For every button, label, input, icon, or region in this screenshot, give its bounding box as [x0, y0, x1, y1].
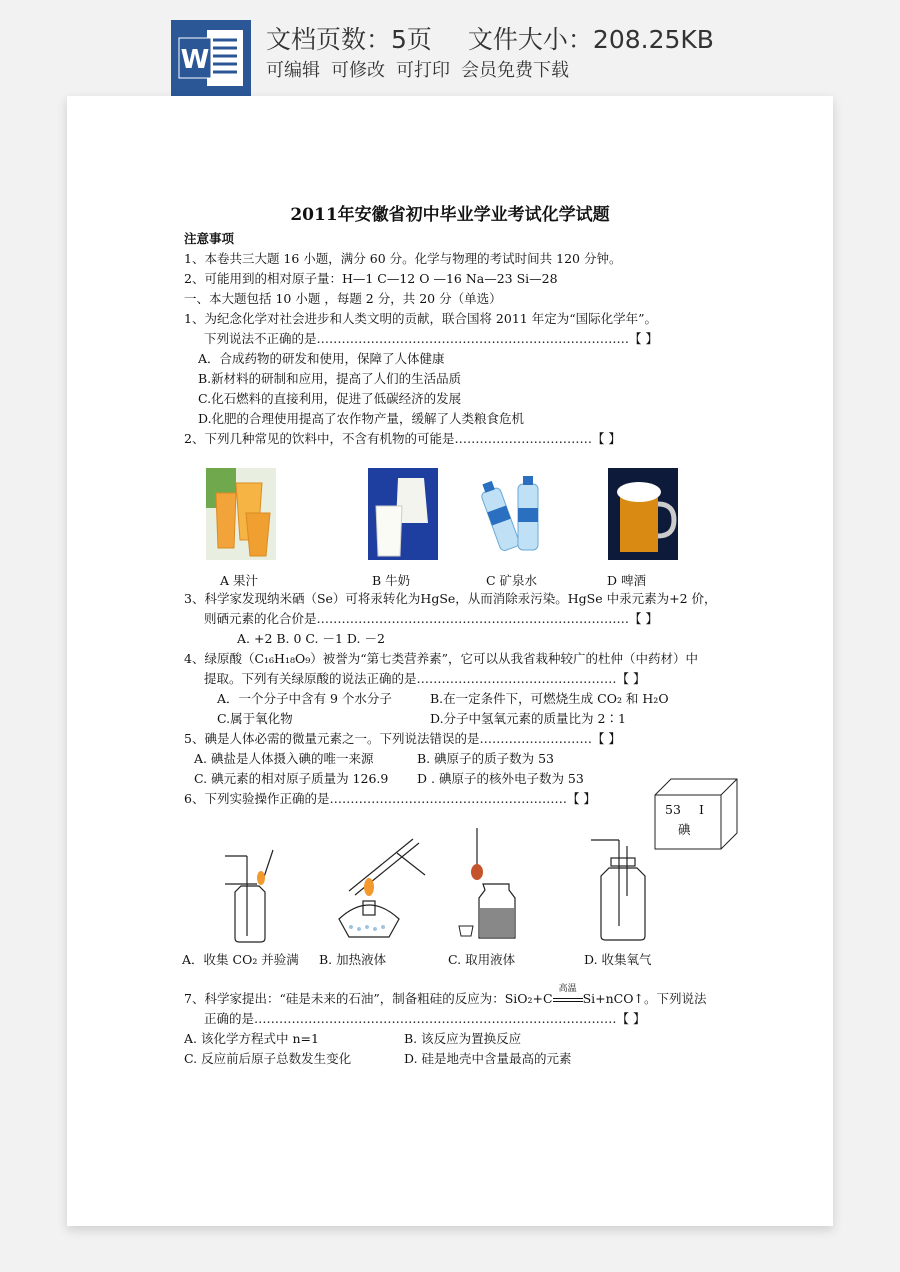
q3-stem: 3、科学家发现纳米硒（Se）可将汞转化为HgSe，从而消除汞污染。HgSe 中汞元素为+2 价，	[184, 591, 717, 606]
q5-stem: 5、碘是人体必需的微量元素之一。下列说法错误的是………………………【 】	[184, 731, 621, 746]
reaction-condition-label: 高温	[558, 984, 577, 994]
q2-caption-a: A 果汁	[220, 573, 259, 588]
q5-option-d: D . 碘原子的核外电子数为 53	[417, 771, 584, 786]
iodine-atomic-number: 53	[665, 802, 681, 817]
feature-printable: 可打印	[396, 60, 450, 81]
q7-option-b: B. 该反应为置换反应	[404, 1031, 522, 1046]
q6-stem: 6、下列实验操作正确的是…………………………………………………【 】	[184, 791, 596, 806]
page-count: 文档页数：5页	[266, 25, 432, 54]
iodine-name: 碘	[678, 822, 691, 837]
word-document-icon	[171, 20, 251, 96]
q4-stem-2: 提取。下列有关绿原酸的说法正确的是…………………………………………【 】	[204, 671, 646, 686]
q7-stem-2: 正确的是……………………………………………………………………………【 】	[204, 1011, 646, 1026]
q7-option-c: C. 反应前后原子总数发生变化	[184, 1051, 352, 1066]
feature-editable: 可编辑	[266, 60, 320, 81]
q7-stem-part-2: Si+nCO↑。下列说法	[582, 991, 707, 1006]
q7-option-d: D. 硅是地壳中含量最高的元素	[404, 1051, 572, 1066]
q6-caption-b: B. 加热液体	[319, 952, 387, 967]
q1-option-b: B.新材料的研制和应用，提高了人们的生活品质	[198, 371, 462, 386]
co2-collection-apparatus	[217, 846, 287, 946]
heating-liquid-apparatus	[329, 831, 429, 951]
q3-stem-2: 则硒元素的化合价是…………………………………………………………………【 】	[204, 611, 658, 626]
q4-option-d: D.分子中氢氧元素的质量比为 2∶1	[430, 711, 626, 726]
q4-option-a: A．一个分子中含有 9 个水分子	[217, 691, 392, 706]
doc-title: 2011年安徽省初中毕业学业考试化学试题	[290, 205, 610, 225]
file-size: 文件大小：208.25KB	[467, 25, 714, 54]
q2-caption-d: D 啤酒	[607, 573, 646, 588]
q5-option-c: C. 碘元素的相对原子质量为 126.9	[194, 771, 389, 786]
q7-stem	[184, 984, 707, 1007]
juice-photo	[206, 468, 276, 560]
liquid-dropper-apparatus	[455, 828, 525, 948]
q1-option-a: A．合成药物的研发和使用，保障了人体健康	[198, 351, 445, 366]
feature-member-download: 会员免费下载	[461, 60, 569, 81]
q2-caption-b: B 牛奶	[372, 573, 411, 588]
q4-option-b: B.在一定条件下，可燃烧生成 CO₂ 和 H₂O	[430, 691, 669, 706]
q1-stem-2: 下列说法不正确的是…………………………………………………………………【 】	[204, 331, 658, 346]
q1-option-d: D.化肥的合理使用提高了农作物产量，缓解了人类粮食危机	[198, 411, 525, 426]
mineral-water-photo	[476, 468, 546, 560]
section-1-heading: 一、本大题包括 10 小题 ，每题 2 分，共 20 分（单选）	[184, 291, 502, 306]
reaction-condition	[553, 984, 583, 1007]
q7-option-a: A. 该化学方程式中 n=1	[184, 1031, 319, 1046]
svg-text:W: W	[180, 45, 210, 75]
notice-heading: 注意事项	[184, 231, 235, 246]
document-page	[67, 96, 833, 1226]
feature-list	[266, 56, 580, 82]
q6-caption-d: D. 收集氧气	[584, 952, 652, 967]
beer-photo	[608, 468, 678, 560]
milk-photo	[368, 468, 438, 560]
iodine-symbol: I	[699, 802, 704, 817]
q6-caption-a: A．收集 CO₂ 并验满	[182, 952, 299, 967]
notice-1: 1、本卷共三大题 16 小题，满分 60 分。化学与物理的考试时间共 120 分钟。	[184, 251, 622, 266]
q4-option-c: C.属于氧化物	[217, 711, 293, 726]
q2-caption-c: C 矿泉水	[486, 573, 538, 588]
q4-stem: 4、绿原酸（C₁₆H₁₈O₉）被誉为“第七类营养素”，它可以从我省栽种较广的杜仲（中药材）中	[184, 651, 699, 666]
q1-option-c: C.化石燃料的直接利用，促进了低碳经济的发展	[198, 391, 462, 406]
feature-modifiable: 可修改	[331, 60, 385, 81]
q3-options: A. +2 B. 0 C. －1 D. －2	[237, 631, 385, 646]
file-info-title	[266, 20, 724, 56]
q7-stem-part-1: 7、科学家提出：“硅是未来的石油”，制备粗硅的反应为：SiO₂+C	[184, 991, 553, 1006]
equals-sign	[553, 998, 583, 1002]
q2-stem: 2、下列几种常见的饮料中，不含有机物的可能是……………………………【 】	[184, 431, 621, 446]
q5-option-b: B. 碘原子的质子数为 53	[417, 751, 555, 766]
oxygen-collection-apparatus	[591, 836, 655, 946]
q5-option-a: A. 碘盐是人体摄入碘的唯一来源	[194, 751, 374, 766]
notice-2: 2、可能用到的相对原子量：H—1 C—12 O —16 Na—23 Si—28	[184, 271, 558, 286]
download-header	[0, 0, 900, 96]
q1-stem: 1、为纪念化学对社会进步和人类文明的贡献，联合国将 2011 年定为“国际化学年”。	[184, 311, 657, 326]
q6-caption-c: C. 取用液体	[448, 952, 516, 967]
